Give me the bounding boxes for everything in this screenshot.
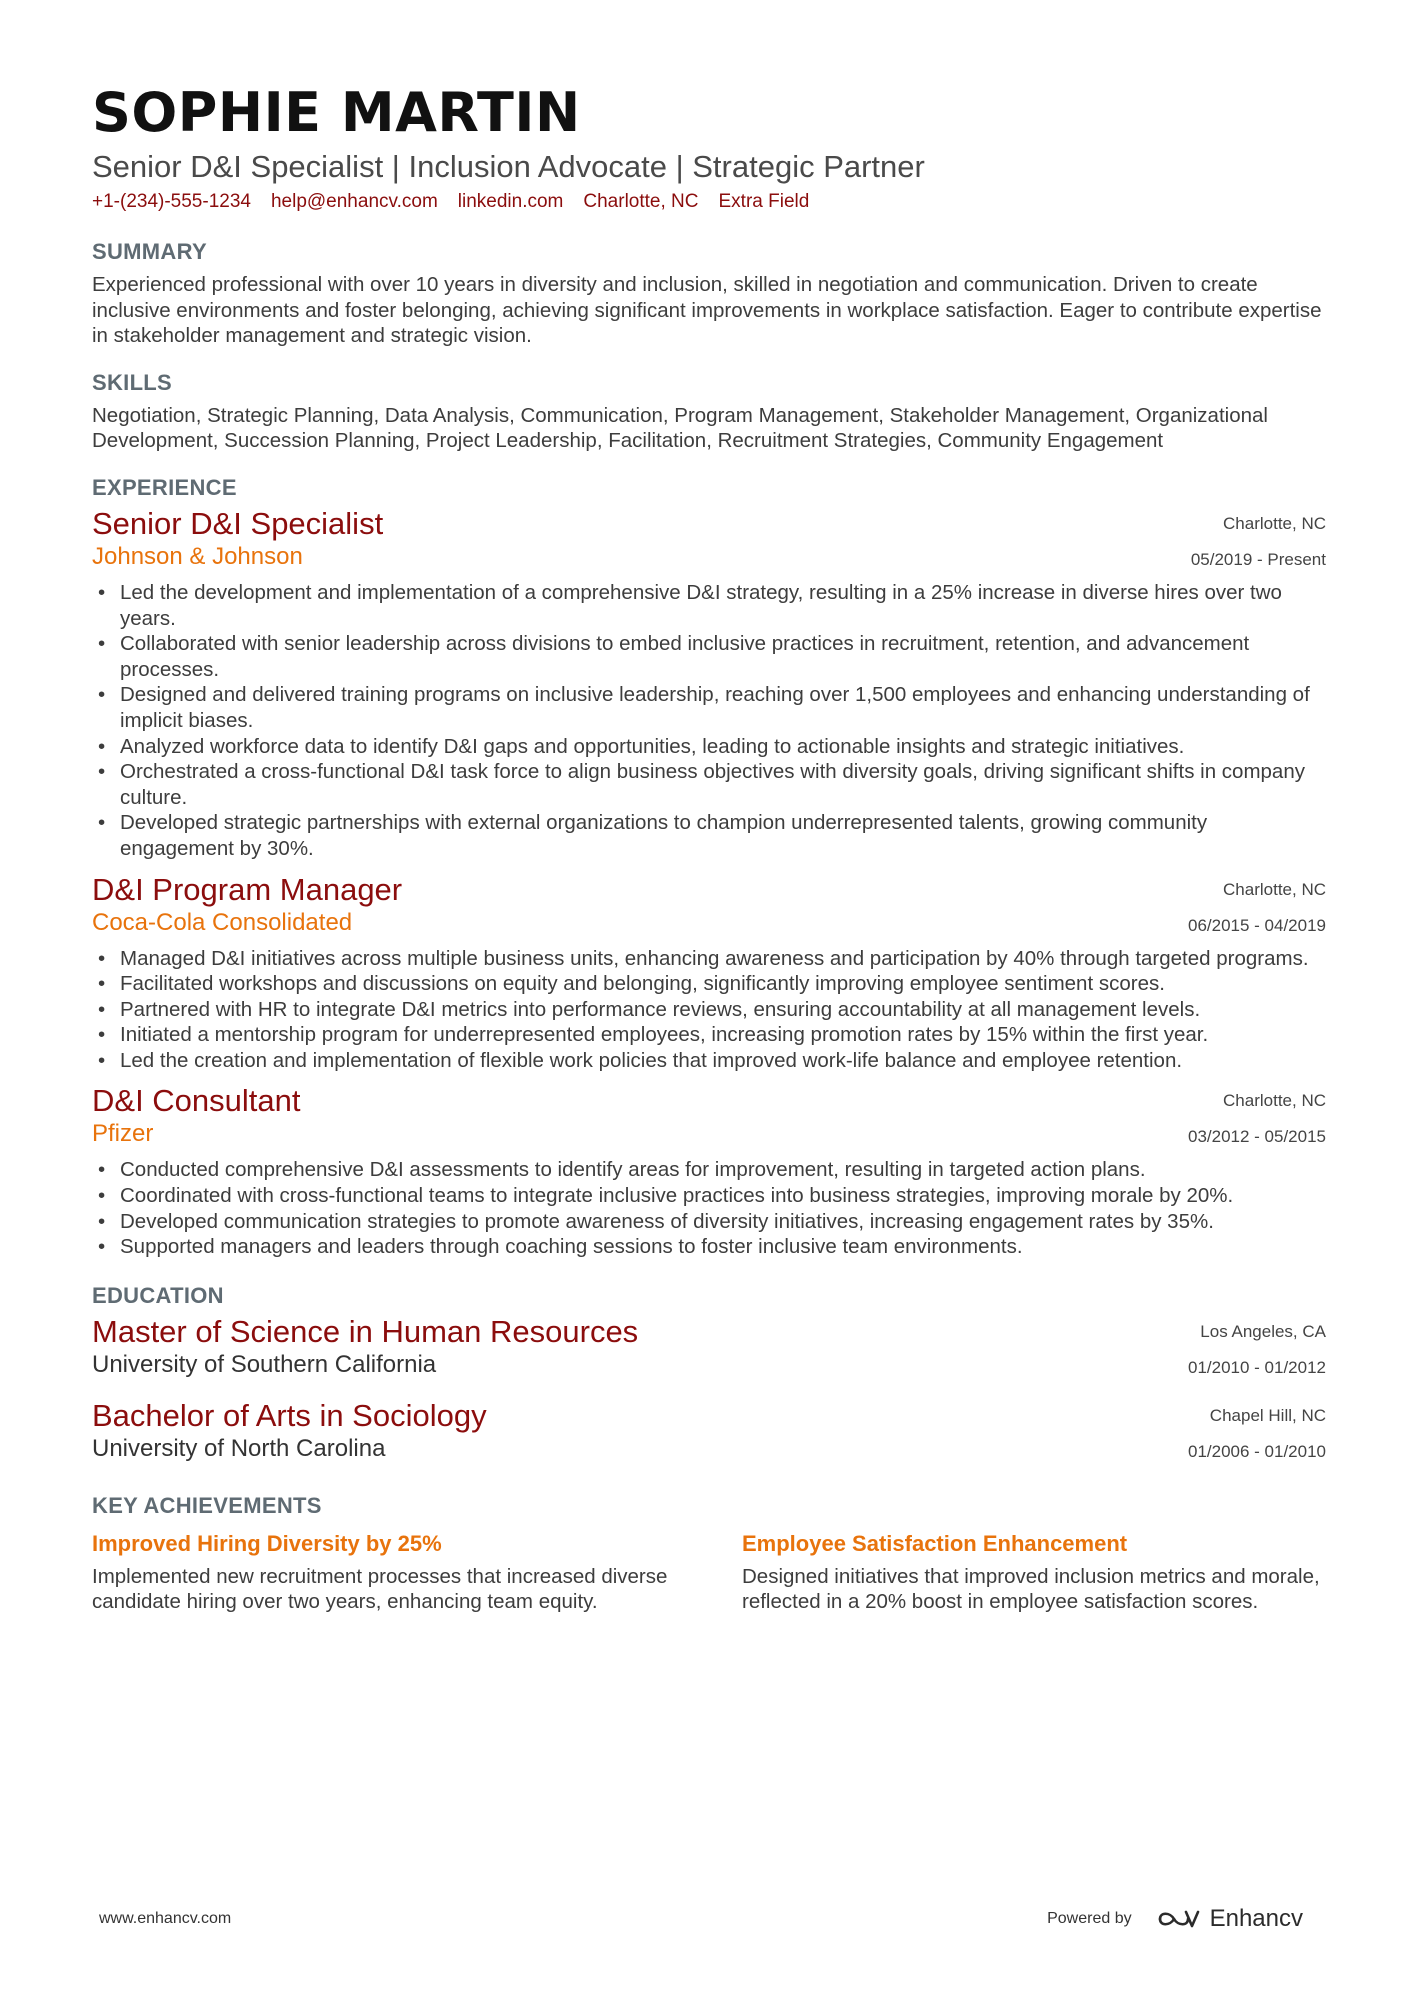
bullet-item: • Developed communication strategies to promote awareness of diversity initiatives, increasing engagement rates by 35%. [92,1209,1326,1235]
candidate-name: SOPHIE MARTIN [92,81,581,144]
bullet-item: • Orchestrated a cross-functional D&I task force to align business objectives with diversity goals, driving significant shifts in company culture. [92,759,1326,810]
summary-text: Experienced professional with over 10 years in diversity and inclusion, skilled in negotiation and communication. Driven to create inclusive environments and foster belonging, achieving significant improvements in workplace satisfaction. Eager to contribute expertise in stakeholder management and strategic vision. [92,273,1322,348]
achievement-item [92,1530,676,1615]
bullet-item: • Supported managers and leaders through coaching sessions to foster inclusive team environments. [92,1234,1326,1260]
job-title: Senior D&I Specialist [92,505,384,541]
skills-section [92,369,1326,454]
achievement-title: Improved Hiring Diversity by 25% [92,1530,442,1556]
bullet-item: • Coordinated with cross-functional teams to integrate inclusive practices into business strategies, improving morale by 20%. [92,1183,1326,1209]
resume-page [92,80,1326,1615]
contact-location: Charlotte, NC [583,191,699,212]
company-name: Johnson & Johnson [92,542,303,570]
school-location: Los Angeles, CA [1200,1321,1326,1341]
contact-email[interactable]: help@enhancv.com [270,191,438,212]
bullet-item: • Collaborated with senior leadership across divisions to embed inclusive practices in recruitment, retention, and advancement processes. [92,631,1326,682]
education-dates: 01/2010 - 01/2012 [1187,1357,1326,1377]
job-location: Charlotte, NC [1223,879,1326,899]
section-title-achievements: KEY ACHIEVEMENTS [92,1492,322,1518]
job-bullets [92,1157,1326,1259]
school-name: University of North Carolina [92,1434,386,1462]
brand-name: Enhancv [1209,1905,1303,1932]
section-title-summary: SUMMARY [92,239,207,264]
achievements-section [92,1492,1326,1615]
section-title-experience: EXPERIENCE [92,474,237,500]
job-dates: 03/2012 - 05/2015 [1187,1127,1326,1147]
bullet-item: • Managed D&I initiatives across multiple business units, enhancing awareness and participation by 40% through targeted programs. [92,946,1326,972]
experience-section [92,474,1326,1260]
bullet-item: • Partnered with HR to integrate D&I metrics into performance reviews, ensuring accountability at all management levels. [92,997,1326,1023]
page-footer [99,1905,1303,1933]
job-dates: 06/2015 - 04/2019 [1187,915,1326,935]
section-title-education: EDUCATION [92,1282,224,1308]
job-dates: 05/2019 - Present [1190,549,1326,569]
footer-website-link[interactable]: www.enhancv.com [99,1910,232,1927]
bullet-item: • Initiated a mentorship program for underrepresented employees, increasing promotion rates by 15% within the first year. [92,1022,1326,1048]
company-name: Pfizer [92,1120,154,1148]
job-bullets [92,580,1326,862]
summary-section [92,238,1326,349]
skills-text: Negotiation, Strategic Planning, Data Analysis, Communication, Program Management, Stakeholder Management, Organizational Development, Succession Planning, Project Leadership, Facilitation, Recruitment Strategies, Community Engagement [92,403,1268,453]
candidate-headline: Senior D&I Specialist | Inclusion Advocate | Strategic Partner [92,149,925,184]
bullet-item: • Designed and delivered training programs on inclusive leadership, reaching over 1,500 employees and enhancing understanding of implicit biases. [92,682,1326,733]
job-title: D&I Program Manager [92,871,403,907]
job-location: Charlotte, NC [1223,1091,1326,1111]
school-location: Chapel Hill, NC [1209,1405,1326,1425]
achievement-description: Implemented new recruitment processes that increased diverse candidate hiring over two years, enhancing team equity. [92,1564,668,1614]
bullet-item: • Developed strategic partnerships with external organizations to champion underrepresented talents, growing community engagement by 30%. [92,810,1326,861]
company-name: Coca-Cola Consolidated [92,908,353,936]
bullet-item: • Conducted comprehensive D&I assessments to identify areas for improvement, resulting in targeted action plans. [92,1157,1326,1183]
experience-entry [92,506,1326,862]
education-dates: 01/2006 - 01/2010 [1187,1441,1326,1461]
achievement-item [742,1530,1326,1615]
bullet-item: • Led the development and implementation of a comprehensive D&I strategy, resulting in a 25% increase in diverse hires over two years. [92,580,1326,631]
degree-title: Master of Science in Human Resources [92,1313,639,1349]
powered-by [1047,1905,1303,1933]
education-section [92,1282,1326,1470]
enhancv-logo-icon [1156,1907,1202,1931]
job-title: D&I Consultant [92,1083,301,1119]
contact-linkedin[interactable]: linkedin.com [457,191,564,212]
job-bullets [92,946,1326,1074]
contact-extra: Extra Field [718,191,810,212]
education-entry [92,1314,1326,1386]
bullet-item: • Analyzed workforce data to identify D&I gaps and opportunities, leading to actionable insights and strategic initiatives. [92,734,1326,760]
powered-by-label: Powered by [1047,1910,1132,1927]
contact-phone[interactable]: +1-(234)-555-1234 [92,191,251,212]
education-entry [92,1398,1326,1470]
bullet-item: • Facilitated workshops and discussions on equity and belonging, significantly improving employee sentiment scores. [92,971,1326,997]
experience-entry [92,872,1326,1074]
experience-entry [92,1083,1326,1259]
school-name: University of Southern California [92,1350,437,1378]
resume-header [92,80,1326,214]
contact-list [92,190,1326,214]
bullet-item: • Led the creation and implementation of flexible work policies that improved work-life balance and employee retention. [92,1048,1326,1074]
achievement-title: Employee Satisfaction Enhancement [742,1530,1128,1556]
degree-title: Bachelor of Arts in Sociology [92,1397,487,1433]
achievement-description: Designed initiatives that improved inclusion metrics and morale, reflected in a 20% boost in employee satisfaction scores. [742,1564,1320,1614]
enhancv-brand[interactable] [1156,1905,1303,1933]
section-title-skills: SKILLS [92,369,173,395]
job-location: Charlotte, NC [1223,513,1326,533]
